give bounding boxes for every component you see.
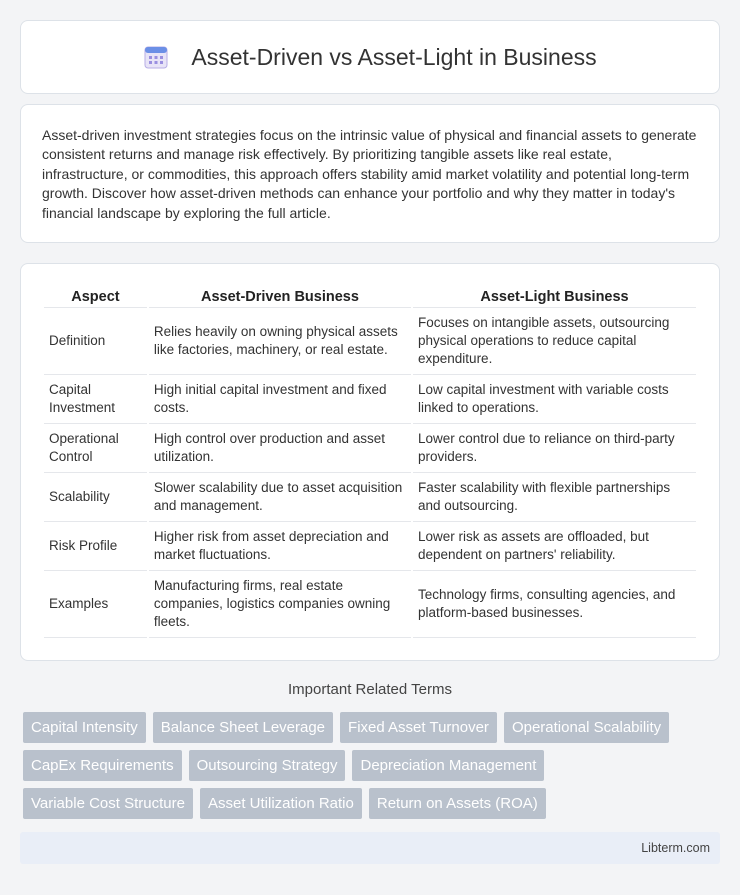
table-row <box>44 308 696 375</box>
table-row <box>44 571 696 638</box>
table-row <box>44 424 696 473</box>
table-cell: Manufacturing firms, real estate companies, logistics companies owning fleets. <box>149 571 411 638</box>
related-term-tag[interactable]: Balance Sheet Leverage <box>153 712 333 743</box>
column-header: Asset-Driven Business <box>149 286 411 308</box>
related-term-tag[interactable]: Return on Assets (ROA) <box>369 788 546 819</box>
related-term-tag[interactable]: Asset Utilization Ratio <box>200 788 362 819</box>
table-cell: Higher risk from asset depreciation and market fluctuations. <box>149 522 411 571</box>
header-card <box>20 20 720 94</box>
footer-site-link[interactable]: Libterm.com <box>641 841 710 855</box>
table-cell: Scalability <box>44 473 147 522</box>
column-header: Asset-Light Business <box>413 286 696 308</box>
table-cell: Risk Profile <box>44 522 147 571</box>
related-term-tag[interactable]: Fixed Asset Turnover <box>340 712 497 743</box>
intro-card <box>20 104 720 243</box>
table-cell: Examples <box>44 571 147 638</box>
table-cell: High initial capital investment and fixed costs. <box>149 375 411 424</box>
table-cell: Slower scalability due to asset acquisition and management. <box>149 473 411 522</box>
table-cell: Technology firms, consulting agencies, and platform-based businesses. <box>413 571 696 638</box>
footer <box>20 832 720 864</box>
table-cell: Capital Investment <box>44 375 147 424</box>
table-cell: Focuses on intangible assets, outsourcing physical operations to reduce capital expenditure. <box>413 308 696 375</box>
page-title: Asset-Driven vs Asset-Light in Business <box>191 43 597 70</box>
intro-text: Asset-driven investment strategies focus on the intrinsic value of physical and financial assets to generate consistent returns and manage risk effectively. By prioritizing tangible assets like real estate, infrastructure, or commodities, this approach offers stability amid market volatility and potential long-term growth. Discover how asset-driven methods can enhance your portfolio and why they matter in today's financial landscape by exploring the full article. <box>42 127 697 221</box>
column-header: Aspect <box>44 286 147 308</box>
comparison-table <box>42 286 698 638</box>
table-cell: Operational Control <box>44 424 147 473</box>
related-term-tag[interactable]: Depreciation Management <box>352 750 544 781</box>
comparison-card <box>20 263 720 661</box>
related-term-tag[interactable]: Operational Scalability <box>504 712 669 743</box>
related-term-tag[interactable]: Variable Cost Structure <box>23 788 193 819</box>
table-row <box>44 522 696 571</box>
calendar-icon <box>143 44 169 70</box>
table-cell: Low capital investment with variable costs linked to operations. <box>413 375 696 424</box>
table-cell: High control over production and asset utilization. <box>149 424 411 473</box>
related-terms-list <box>23 712 713 819</box>
table-cell: Lower risk as assets are offloaded, but dependent on partners' reliability. <box>413 522 696 571</box>
table-cell: Relies heavily on owning physical assets like factories, machinery, or real estate. <box>149 308 411 375</box>
table-row <box>44 375 696 424</box>
related-term-tag[interactable]: Capital Intensity <box>23 712 146 743</box>
table-cell: Definition <box>44 308 147 375</box>
related-terms-heading: Important Related Terms <box>288 681 452 698</box>
table-cell: Lower control due to reliance on third-party providers. <box>413 424 696 473</box>
table-row <box>44 473 696 522</box>
related-term-tag[interactable]: CapEx Requirements <box>23 750 182 781</box>
table-header-row <box>44 286 696 308</box>
table-cell: Faster scalability with flexible partnerships and outsourcing. <box>413 473 696 522</box>
related-term-tag[interactable]: Outsourcing Strategy <box>189 750 346 781</box>
